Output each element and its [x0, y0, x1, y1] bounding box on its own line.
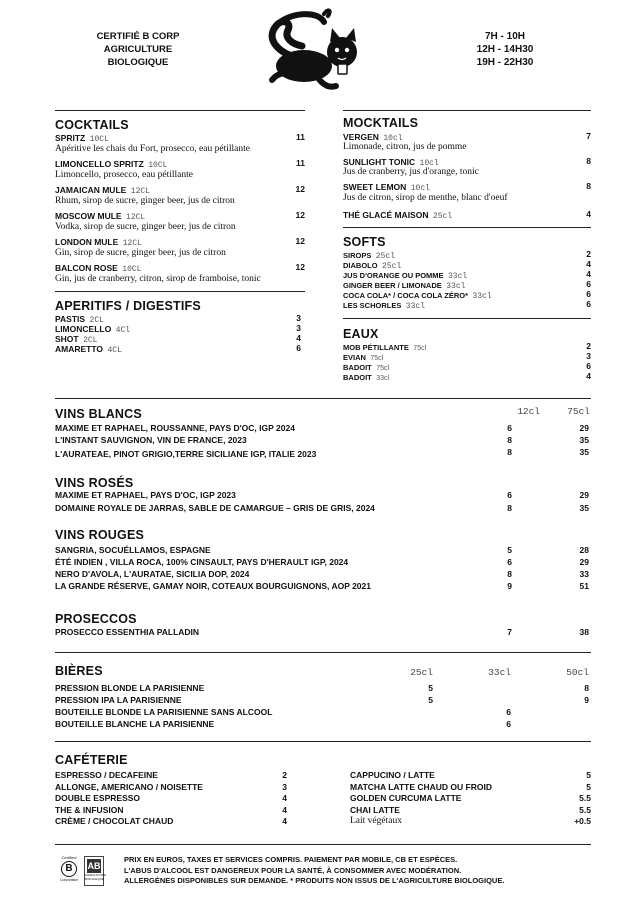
item-name: COCA COLA* / COCA COLA ZÉRO* [343, 291, 468, 300]
mocktails-title: MOCKTAILS [343, 116, 419, 130]
item-size: 33cl [376, 375, 390, 382]
opening-hours [460, 30, 550, 69]
price-12cl: 9 [507, 581, 512, 591]
coffee-name: GOLDEN CURCUMA LATTE [350, 793, 462, 803]
item-size: 75cl [376, 365, 390, 372]
cert-line: BIOLOGIQUE [107, 57, 169, 68]
wine-name: MAXIME ET RAPHAEL, ROUSSANNE, PAYS D'OC, IGP 2024 [55, 423, 295, 433]
item-size: 25cl [382, 262, 402, 271]
coffee-name: ESPRESSO / DECAFEINE [55, 770, 158, 780]
price-25cl [405, 706, 433, 718]
coffee-name: CAPPUCINO / LATTE [350, 770, 435, 780]
mocktails-list [343, 130, 591, 220]
bieres-title: BIÈRES [55, 664, 103, 678]
item-name: SIROPS [343, 251, 372, 260]
item-size: 4CL [107, 346, 122, 355]
wine-item [55, 422, 591, 434]
wine-item [55, 556, 591, 568]
bcorp-label: Certified [61, 855, 77, 860]
softs-list [343, 249, 591, 309]
price-12cl: 5 [507, 545, 512, 555]
item-name: BADOIT [343, 373, 372, 382]
item-size: 10CL [148, 161, 168, 170]
beer-name: PRESSION BLONDE LA PARISIENNE [55, 683, 205, 693]
wine-item [55, 626, 591, 638]
price-12cl: 6 [507, 490, 512, 500]
coffee-item [350, 815, 591, 827]
divider [343, 110, 591, 111]
size-header-50cl: 50cl [566, 667, 589, 678]
item-size: 75cl [370, 355, 384, 362]
divider [55, 844, 591, 845]
item-price: 11 [296, 132, 305, 142]
item-name: SUNLIGHT TONIC [343, 157, 416, 167]
price-75cl: 33 [579, 569, 589, 579]
certification-block [78, 30, 198, 69]
price-33cl [483, 682, 511, 694]
cocktail-item [55, 157, 305, 183]
price-50cl: 8 [584, 683, 589, 693]
price-12cl: 8 [507, 503, 512, 513]
coffee-item [55, 769, 287, 781]
footer-line: L'ABUS D'ALCOOL EST DANGEREUX POUR LA SANTÉ, À CONSOMMER AVEC MODÉRATION. [124, 865, 462, 875]
item-name: MOB PÉTILLANTE [343, 343, 409, 352]
item-price: 4 [586, 259, 591, 269]
item-price: 3 [296, 313, 301, 323]
price-75cl: 35 [579, 447, 589, 457]
wine-item [55, 502, 591, 515]
item-size: 25cl [432, 212, 453, 221]
cocktail-item [55, 261, 305, 287]
item-description: Rhum, sirop de sucre, ginger beer, jus de citron [55, 196, 235, 206]
item-name: LIMONCELLO SPRITZ [55, 159, 144, 169]
coffee-item [350, 792, 591, 804]
size-header-25cl: 25cl [410, 667, 433, 678]
coffee-price: 5 [586, 770, 591, 780]
beer-item [55, 682, 591, 694]
aperitifs-title: APERITIFS / DIGESTIFS [55, 299, 201, 313]
proseccos-list [55, 626, 591, 638]
vins-blancs-title: VINS BLANCS [55, 407, 142, 421]
coffee-price: +0.5 [574, 816, 591, 826]
coffee-item [55, 804, 287, 816]
bcorp-logo [60, 855, 78, 889]
divider [343, 318, 591, 319]
item-name: LIMONCELLO [55, 324, 112, 334]
item-price: 12 [295, 210, 305, 220]
item-size: 33cl [448, 272, 468, 281]
item-description: Jus de cranberry, jus d'orange, tonic [343, 167, 479, 177]
item-size: 75cl [413, 345, 427, 352]
item-price: 4 [586, 371, 591, 381]
item-price: 4 [296, 333, 301, 343]
item-name: BADOIT [343, 363, 372, 372]
mocktail-item [343, 180, 591, 206]
ab-caption: AGRICULTURE BIOLOGIQUE [85, 873, 107, 881]
item-price: 6 [586, 289, 591, 299]
hours-line: 19H - 22H30 [476, 57, 534, 68]
coffee-price: 5.5 [579, 793, 591, 803]
item-name: LES SCHORLES [343, 301, 402, 310]
coffee-price: 5.5 [579, 804, 591, 815]
vins-roses-list [55, 489, 591, 515]
item-size: 2CL [89, 316, 104, 325]
item-description: Vodka, sirop de sucre, ginger beer, jus de citron [55, 222, 236, 232]
item-name: DIABOLO [343, 261, 378, 270]
wine-name: LA GRANDE RÉSERVE, GAMAY NOIR, COTEAUX BOURGUIGNONS, AOP 2021 [55, 581, 371, 591]
mocktail-item [343, 206, 591, 220]
coffee-item [55, 781, 287, 793]
wine-name: PROSECCO ESSENTHIA PALLADIN [55, 627, 200, 637]
cocktail-item [55, 183, 305, 209]
coffee-item [350, 804, 591, 816]
item-name: THÉ GLACÉ MAISON [343, 210, 429, 220]
coffee-price: 2 [282, 770, 287, 780]
price-75cl: 35 [579, 435, 589, 445]
bcorp-icon: B [61, 861, 77, 877]
divider [343, 227, 591, 228]
item-price: 2 [586, 341, 591, 351]
wine-name: SANGRIA, SOCUÉLLAMOS, ESPAGNE [55, 545, 211, 555]
price-50cl: 9 [584, 695, 589, 705]
price-25cl: 5 [428, 695, 433, 705]
item-size: 10cl [419, 159, 439, 168]
vins-rouges-list [55, 544, 591, 592]
item-size: 12CL [122, 239, 142, 248]
item-size: 33cl [446, 282, 466, 291]
aperitifs-list [55, 313, 301, 353]
price-75cl: 29 [579, 423, 589, 433]
vins-rouges-title: VINS ROUGES [55, 528, 145, 542]
price-25cl [405, 718, 433, 730]
coffee-price: 5 [586, 781, 591, 792]
eaux-list [343, 341, 591, 381]
divider [55, 741, 591, 742]
wine-name: L'INSTANT SAUVIGNON, VIN DE FRANCE, 2023 [55, 435, 247, 445]
wine-name: L'AURATEAE, PINOT GRIGIO,TERRE SICILIANE IGP, ITALIE 2023 [55, 449, 317, 459]
mocktail-item [343, 155, 591, 180]
vins-roses-title: VINS ROSÉS [55, 476, 134, 490]
item-price: 12 [295, 184, 305, 194]
cafeterie-title: CAFÉTERIE [55, 753, 128, 767]
item-price: 8 [586, 181, 591, 191]
ab-letters: AB [87, 861, 101, 871]
item-price: 6 [586, 279, 591, 289]
wine-name: MAXIME ET RAPHAEL, PAYS D'OC, IGP 2023 [55, 490, 236, 500]
coffee-name: Lait végétaux [350, 816, 402, 826]
item-name: GINGER BEER / LIMONADE [343, 281, 442, 290]
item-price: 12 [295, 262, 305, 272]
cafeterie-left-list [55, 769, 287, 827]
coffee-price: 4 [282, 793, 287, 803]
beer-name: BOUTEILLE BLANCHE LA PARISIENNE [55, 719, 215, 729]
coffee-price: 4 [282, 804, 287, 815]
bcorp-caption: Corporation [60, 878, 79, 882]
bieres-list [55, 682, 591, 730]
wine-item [55, 434, 591, 446]
price-33cl [483, 694, 511, 706]
item-price: 6 [586, 299, 591, 309]
coffee-price: 4 [282, 816, 287, 826]
beer-name: PRESSION IPA LA PARISIENNE [55, 695, 182, 705]
coffee-name: CHAI LATTE [350, 804, 400, 815]
aperitif-item [55, 343, 301, 353]
coffee-name: ALLONGE, AMERICANO / NOISETTE [55, 781, 203, 792]
item-size: 4Cl [115, 326, 131, 335]
item-price: 6 [296, 343, 301, 353]
size-header-75cl: 75cl [567, 406, 590, 417]
cocktail-item [55, 209, 305, 235]
price-75cl: 51 [579, 581, 589, 591]
coffee-item [55, 792, 287, 804]
item-name: VERGEN [343, 132, 379, 142]
item-size: 33cl [472, 292, 492, 301]
item-size: 12CL [130, 187, 150, 196]
mocktail-item [343, 130, 591, 155]
cocktails-list [55, 131, 305, 287]
wine-item [55, 580, 591, 592]
item-name: PASTIS [55, 314, 86, 324]
footer-notes [124, 855, 594, 887]
size-header-12cl: 12cl [517, 406, 540, 417]
item-name: MOSCOW MULE [55, 211, 122, 221]
divider [55, 652, 591, 653]
item-size: 10CL [89, 135, 109, 144]
item-name: EVIAN [343, 353, 366, 362]
item-description: Apéritive les chais du Fort, prosecco, eau pétillante [55, 144, 250, 154]
hours-line: 7H - 10H [484, 31, 525, 42]
coffee-item [350, 781, 591, 793]
cert-line: CERTIFIÉ B CORP [96, 31, 180, 42]
item-description: Gin, jus de cranberry, citron, sirop de framboise, tonic [55, 274, 261, 284]
beer-item [55, 718, 591, 730]
price-75cl: 38 [579, 627, 589, 637]
hours-line: 12H - 14H30 [476, 44, 534, 55]
item-description: Limoncello, prosecco, eau pétillante [55, 170, 193, 180]
wine-item [55, 446, 591, 458]
item-price: 11 [296, 158, 305, 168]
softs-title: SOFTS [343, 235, 386, 249]
divider [55, 398, 591, 399]
wine-item [55, 568, 591, 580]
price-75cl: 29 [579, 557, 589, 567]
coffee-name: MATCHA LATTE CHAUD OU FROID [350, 781, 492, 792]
vins-blancs-list [55, 422, 591, 458]
wine-name: ÉTÉ INDIEN , VILLA ROCA, 100% CINSAULT, PAYS D'HERAULT IGP, 2024 [55, 557, 349, 567]
price-12cl: 6 [507, 557, 512, 567]
coffee-name: CRÈME / CHOCOLAT CHAUD [55, 816, 174, 826]
item-size: 33cl [405, 302, 425, 311]
price-25cl: 5 [428, 683, 433, 693]
proseccos-title: PROSECCOS [55, 612, 137, 626]
item-size: 25cl [375, 252, 395, 261]
item-name: SPRITZ [55, 133, 86, 143]
coffee-name: THE & INFUSION [55, 804, 124, 815]
item-description: Limonade, citron, jus de pomme [343, 142, 467, 152]
beer-name: BOUTEILLE BLONDE LA PARISIENNE SANS ALCOOL [55, 707, 273, 717]
beer-item [55, 694, 591, 706]
wine-name: NERO D'AVOLA, L'AURATAE, SICILIA DOP, 2024 [55, 569, 250, 579]
cert-line: AGRICULTURE [103, 44, 173, 55]
eaux-title: EAUX [343, 327, 379, 341]
item-size: 10CL [122, 265, 142, 274]
price-12cl: 6 [507, 423, 512, 433]
coffee-name: DOUBLE ESPRESSO [55, 793, 141, 803]
item-description: Jus de citron, sirop de menthe, blanc d'oeuf [343, 193, 508, 203]
item-size: 12CL [126, 213, 146, 222]
price-75cl: 28 [579, 545, 589, 555]
item-price: 4 [586, 209, 591, 219]
beer-item [55, 706, 591, 718]
coffee-item [55, 815, 287, 827]
item-name: JAMAICAN MULE [55, 185, 127, 195]
item-price: 4 [586, 269, 591, 279]
price-12cl: 8 [507, 435, 512, 445]
item-price: 3 [586, 351, 591, 361]
cocktails-title: COCKTAILS [55, 118, 129, 132]
item-price: 8 [586, 156, 591, 166]
item-size: 2CL [83, 336, 98, 345]
cat-illustration [258, 8, 370, 94]
wine-item [55, 489, 591, 502]
ab-logo [84, 856, 107, 886]
item-price: 3 [296, 323, 301, 333]
item-price: 12 [295, 236, 305, 246]
cafeterie-right-list [350, 769, 591, 827]
footer-line: ALLERGÈNES DISPONIBLES SUR DEMANDE. * PRODUITS NON ISSUS DE L'AGRICULTURE BIOLOGIQUE. [124, 876, 505, 885]
wine-name: DOMAINE ROYALE DE JARRAS, SABLE DE CAMARGUE – GRIS DE GRIS, 2024 [55, 503, 375, 513]
coffee-price: 3 [282, 781, 287, 792]
price-75cl: 35 [579, 503, 589, 513]
item-name: SWEET LEMON [343, 182, 407, 192]
item-name: AMARETTO [55, 344, 104, 354]
item-name: BALCON ROSE [55, 263, 118, 273]
item-price: 7 [586, 131, 591, 141]
coffee-item [350, 769, 591, 781]
item-name: JUS D'ORANGE OU POMME [343, 271, 444, 280]
item-size: 10cl [383, 134, 403, 143]
wine-item [55, 544, 591, 556]
item-name: SHOT [55, 334, 79, 344]
divider [55, 291, 305, 292]
item-price: 6 [586, 361, 591, 371]
price-12cl: 8 [507, 447, 512, 457]
cocktail-item [55, 131, 305, 157]
footer-line: PRIX EN EUROS, TAXES ET SERVICES COMPRIS. PAIEMENT PAR MOBILE, CB ET ESPÈCES. [124, 855, 458, 864]
item-name: LONDON MULE [55, 237, 119, 247]
price-33cl: 6 [506, 707, 511, 717]
water-item [343, 371, 591, 381]
size-header-33cl: 33cl [488, 667, 511, 678]
price-12cl: 8 [507, 569, 512, 579]
divider [55, 110, 305, 111]
price-75cl: 29 [579, 490, 589, 500]
item-size: 10cl [410, 184, 430, 193]
price-33cl: 6 [506, 719, 511, 729]
price-12cl: 7 [507, 627, 512, 637]
item-description: Gin, sirop de sucre, ginger beer, jus de citron [55, 248, 226, 258]
soft-item [343, 299, 591, 309]
cocktail-item [55, 235, 305, 261]
item-price: 2 [586, 249, 591, 259]
